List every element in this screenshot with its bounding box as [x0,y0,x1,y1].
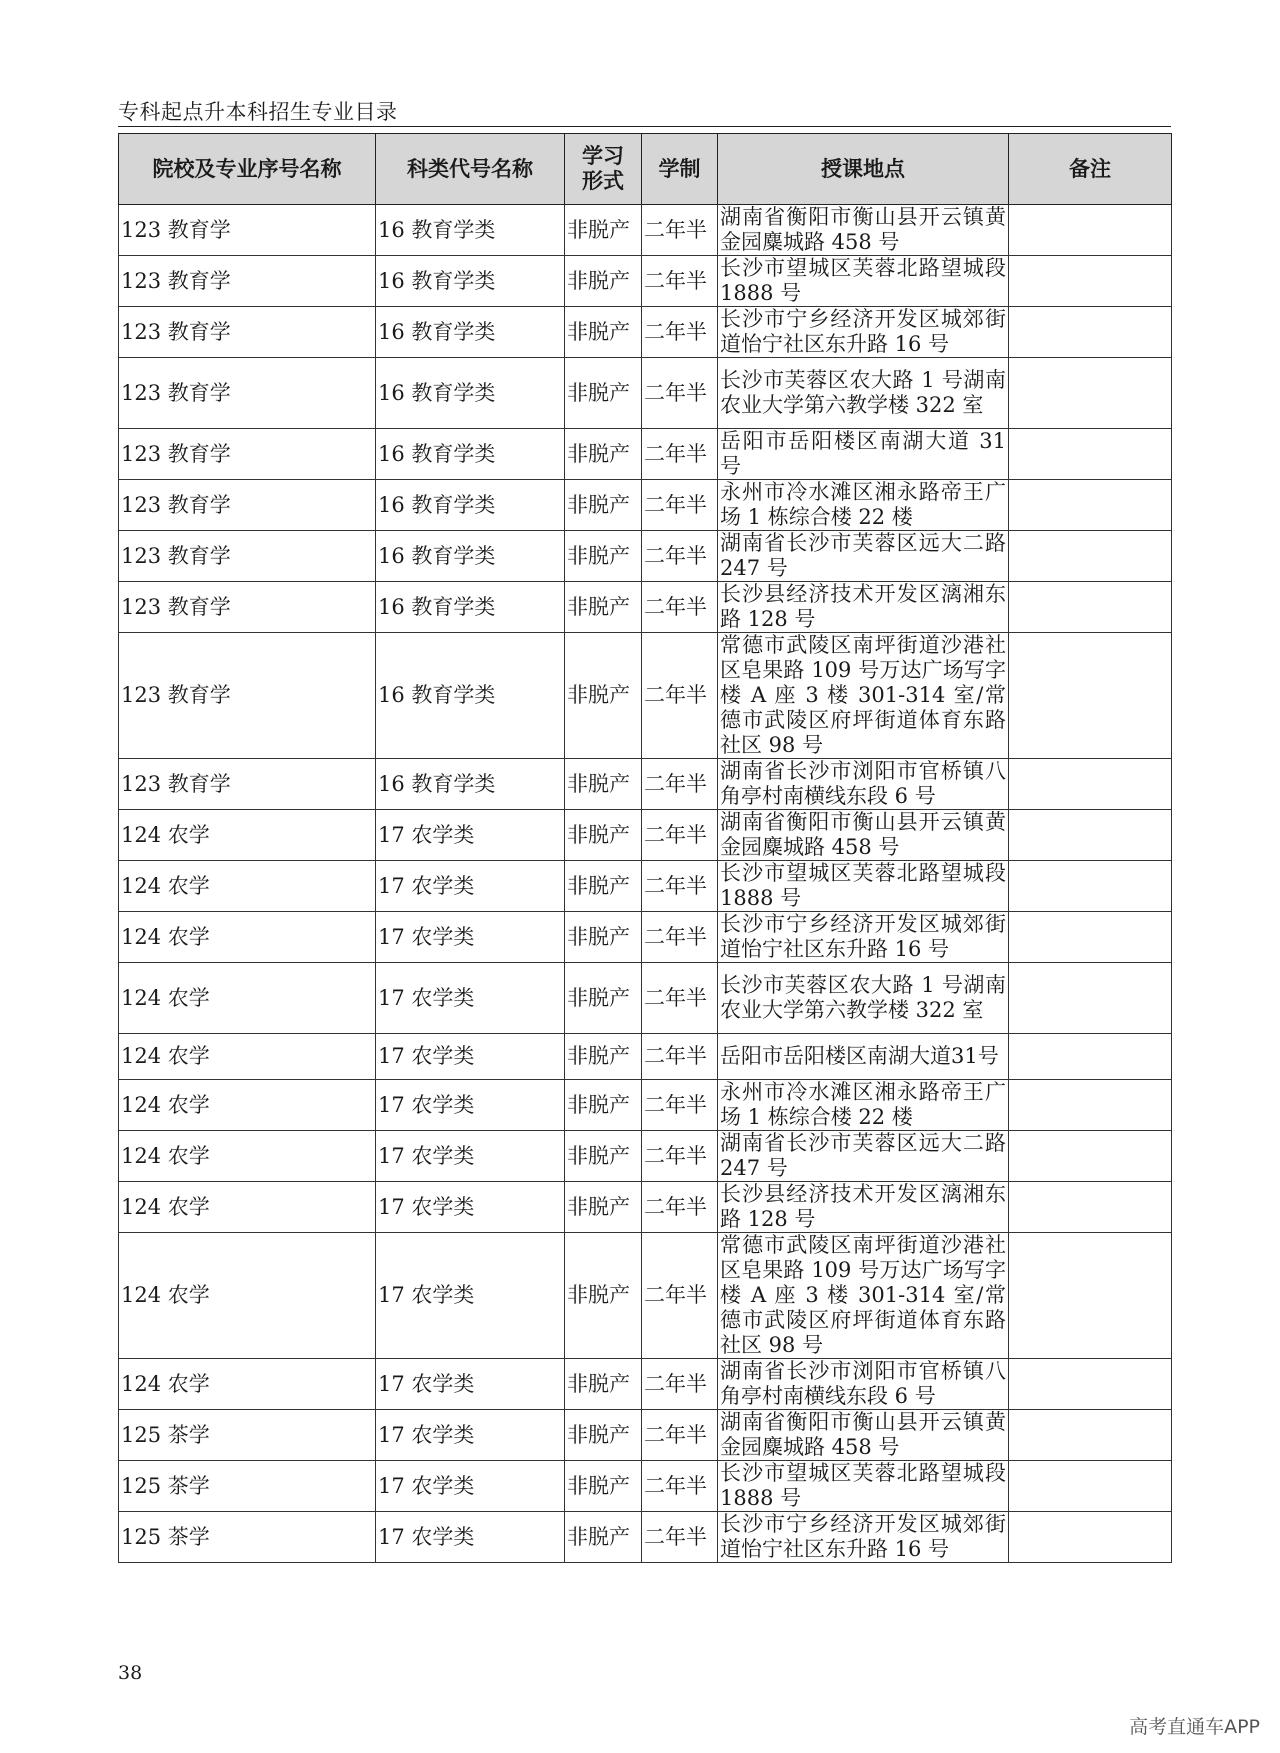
cell-study-form: 非脱产 [565,759,642,810]
cell-category: 16 教育学类 [376,531,565,582]
cell-location: 长沙县经济技术开发区漓湘东路 128 号 [718,582,1009,633]
cell-category: 17 农学类 [376,1131,565,1182]
cell-study-form: 非脱产 [565,582,642,633]
cell-remarks [1009,480,1172,531]
cell-duration: 二年半 [642,1131,718,1182]
page-number: 38 [118,1662,143,1684]
cell-location: 湖南省长沙市芙蓉区远大二路 247 号 [718,1131,1009,1182]
cell-remarks [1009,429,1172,480]
catalog-table [118,133,1172,1563]
table-row [119,963,1172,1034]
table-row [119,1233,1172,1359]
cell-location: 湖南省长沙市浏阳市官桥镇八角亭村南横线东段 6 号 [718,759,1009,810]
cell-duration: 二年半 [642,1512,718,1563]
cell-major: 123 教育学 [119,480,376,531]
cell-location: 长沙市宁乡经济开发区城郊街道怡宁社区东升路 16 号 [718,912,1009,963]
cell-location: 常德市武陵区南坪街道沙港社区皂果路 109 号万达广场写字楼 A 座 3 楼 301-314 室/常德市武陵区府坪街道体育东路社区 98 号 [718,1233,1009,1359]
cell-remarks [1009,633,1172,759]
table-row [119,1182,1172,1233]
cell-major: 123 教育学 [119,358,376,429]
cell-duration: 二年半 [642,480,718,531]
cell-duration: 二年半 [642,912,718,963]
cell-location: 永州市冷水滩区湘永路帝王广场 1 栋综合楼 22 楼 [718,1080,1009,1131]
cell-location: 长沙市宁乡经济开发区城郊街道怡宁社区东升路 16 号 [718,307,1009,358]
cell-study-form: 非脱产 [565,861,642,912]
cell-study-form: 非脱产 [565,1233,642,1359]
cell-major: 125 茶学 [119,1461,376,1512]
cell-major: 123 教育学 [119,759,376,810]
cell-category: 16 教育学类 [376,480,565,531]
cell-duration: 二年半 [642,1080,718,1131]
table-row [119,1359,1172,1410]
cell-remarks [1009,963,1172,1034]
cell-category: 17 农学类 [376,1410,565,1461]
cell-major: 124 农学 [119,1034,376,1080]
cell-location: 长沙市望城区芙蓉北路望城段 1888 号 [718,1461,1009,1512]
cell-category: 16 教育学类 [376,633,565,759]
cell-study-form: 非脱产 [565,1512,642,1563]
cell-location: 长沙市望城区芙蓉北路望城段 1888 号 [718,256,1009,307]
cell-location: 湖南省长沙市浏阳市官桥镇八角亭村南横线东段 6 号 [718,1359,1009,1410]
header-rule [118,126,1171,127]
cell-location: 长沙县经济技术开发区漓湘东路 128 号 [718,1182,1009,1233]
cell-category: 16 教育学类 [376,358,565,429]
cell-study-form: 非脱产 [565,1359,642,1410]
cell-major: 123 教育学 [119,429,376,480]
table-row [119,480,1172,531]
cell-remarks [1009,256,1172,307]
cell-category: 16 教育学类 [376,759,565,810]
cell-category: 16 教育学类 [376,205,565,256]
table-row [119,1080,1172,1131]
table-row [119,1131,1172,1182]
cell-study-form: 非脱产 [565,1080,642,1131]
cell-remarks [1009,1461,1172,1512]
cell-study-form: 非脱产 [565,912,642,963]
table-body [119,205,1172,1563]
cell-location: 长沙市宁乡经济开发区城郊街道怡宁社区东升路 16 号 [718,1512,1009,1563]
table-row [119,205,1172,256]
cell-category: 17 农学类 [376,1034,565,1080]
cell-study-form: 非脱产 [565,531,642,582]
cell-study-form: 非脱产 [565,1131,642,1182]
cell-category: 17 农学类 [376,810,565,861]
header-category: 科类代号名称 [376,134,565,205]
cell-category: 17 农学类 [376,1359,565,1410]
table-row [119,531,1172,582]
table-row [119,1461,1172,1512]
cell-remarks [1009,810,1172,861]
cell-remarks [1009,1131,1172,1182]
cell-major: 124 农学 [119,963,376,1034]
cell-duration: 二年半 [642,358,718,429]
cell-study-form: 非脱产 [565,307,642,358]
table-header-row [119,134,1172,205]
cell-study-form: 非脱产 [565,1410,642,1461]
cell-remarks [1009,861,1172,912]
cell-category: 16 教育学类 [376,429,565,480]
table-row [119,582,1172,633]
cell-remarks [1009,1080,1172,1131]
cell-study-form: 非脱产 [565,633,642,759]
cell-duration: 二年半 [642,582,718,633]
cell-duration: 二年半 [642,963,718,1034]
cell-category: 17 农学类 [376,963,565,1034]
cell-category: 17 农学类 [376,1080,565,1131]
cell-study-form: 非脱产 [565,1182,642,1233]
cell-duration: 二年半 [642,307,718,358]
cell-major: 124 农学 [119,1182,376,1233]
cell-remarks [1009,1182,1172,1233]
cell-study-form: 非脱产 [565,358,642,429]
header-duration: 学制 [642,134,718,205]
cell-category: 17 农学类 [376,861,565,912]
cell-remarks [1009,912,1172,963]
watermark: 高考直通车APP [1129,1716,1260,1738]
table-row [119,1034,1172,1080]
table-row [119,810,1172,861]
cell-location: 常德市武陵区南坪街道沙港社区皂果路 109 号万达广场写字楼 A 座 3 楼 301-314 室/常德市武陵区府坪街道体育东路社区 98 号 [718,633,1009,759]
table-row [119,256,1172,307]
cell-duration: 二年半 [642,810,718,861]
table-row [119,358,1172,429]
cell-duration: 二年半 [642,531,718,582]
cell-major: 123 教育学 [119,205,376,256]
header-remarks: 备注 [1009,134,1172,205]
running-header: 专科起点升本科招生专业目录 [118,100,398,124]
cell-major: 124 农学 [119,1359,376,1410]
table-row [119,912,1172,963]
cell-major: 124 农学 [119,861,376,912]
cell-major: 124 农学 [119,1080,376,1131]
table-row [119,861,1172,912]
cell-duration: 二年半 [642,759,718,810]
header-study-form: 学习 形式 [565,134,642,205]
cell-major: 124 农学 [119,1233,376,1359]
cell-location: 长沙市芙蓉区农大路 1 号湖南农业大学第六教学楼 322 室 [718,963,1009,1034]
cell-major: 123 教育学 [119,582,376,633]
cell-duration: 二年半 [642,633,718,759]
cell-remarks [1009,1359,1172,1410]
header-school-major: 院校及专业序号名称 [119,134,376,205]
cell-duration: 二年半 [642,1461,718,1512]
cell-location: 湖南省衡阳市衡山县开云镇黄金园麋城路 458 号 [718,205,1009,256]
cell-study-form: 非脱产 [565,205,642,256]
cell-major: 123 教育学 [119,256,376,307]
cell-location: 湖南省衡阳市衡山县开云镇黄金园麋城路 458 号 [718,810,1009,861]
cell-study-form: 非脱产 [565,810,642,861]
cell-duration: 二年半 [642,205,718,256]
cell-study-form: 非脱产 [565,256,642,307]
header-location: 授课地点 [718,134,1009,205]
cell-category: 17 农学类 [376,912,565,963]
cell-category: 16 教育学类 [376,256,565,307]
cell-duration: 二年半 [642,1182,718,1233]
table-row [119,1512,1172,1563]
cell-remarks [1009,1512,1172,1563]
table-row [119,1410,1172,1461]
cell-study-form: 非脱产 [565,1461,642,1512]
cell-study-form: 非脱产 [565,429,642,480]
cell-remarks [1009,358,1172,429]
cell-category: 17 农学类 [376,1512,565,1563]
cell-major: 124 农学 [119,912,376,963]
cell-remarks [1009,531,1172,582]
cell-major: 124 农学 [119,1131,376,1182]
cell-major: 125 茶学 [119,1512,376,1563]
cell-major: 123 教育学 [119,531,376,582]
cell-location: 永州市冷水滩区湘永路帝王广场 1 栋综合楼 22 楼 [718,480,1009,531]
cell-category: 17 农学类 [376,1233,565,1359]
cell-remarks [1009,1233,1172,1359]
cell-duration: 二年半 [642,1359,718,1410]
cell-duration: 二年半 [642,1410,718,1461]
cell-location: 湖南省衡阳市衡山县开云镇黄金园麋城路 458 号 [718,1410,1009,1461]
cell-major: 123 教育学 [119,633,376,759]
cell-major: 125 茶学 [119,1410,376,1461]
cell-location: 长沙市望城区芙蓉北路望城段 1888 号 [718,861,1009,912]
table-row [119,759,1172,810]
cell-duration: 二年半 [642,1233,718,1359]
cell-category: 16 教育学类 [376,307,565,358]
cell-category: 16 教育学类 [376,582,565,633]
cell-remarks [1009,307,1172,358]
cell-duration: 二年半 [642,1034,718,1080]
cell-study-form: 非脱产 [565,1034,642,1080]
cell-study-form: 非脱产 [565,963,642,1034]
cell-location: 岳阳市岳阳楼区南湖大道31号 [718,1034,1009,1080]
table-row [119,633,1172,759]
cell-location: 长沙市芙蓉区农大路 1 号湖南农业大学第六教学楼 322 室 [718,358,1009,429]
cell-location: 湖南省长沙市芙蓉区远大二路 247 号 [718,531,1009,582]
cell-category: 17 农学类 [376,1182,565,1233]
cell-category: 17 农学类 [376,1461,565,1512]
cell-remarks [1009,582,1172,633]
cell-major: 124 农学 [119,810,376,861]
cell-duration: 二年半 [642,861,718,912]
cell-location: 岳阳市岳阳楼区南湖大道 31 号 [718,429,1009,480]
cell-duration: 二年半 [642,429,718,480]
cell-major: 123 教育学 [119,307,376,358]
cell-remarks [1009,1410,1172,1461]
cell-remarks [1009,1034,1172,1080]
table-row [119,307,1172,358]
cell-remarks [1009,205,1172,256]
cell-remarks [1009,759,1172,810]
table-row [119,429,1172,480]
cell-study-form: 非脱产 [565,480,642,531]
cell-duration: 二年半 [642,256,718,307]
